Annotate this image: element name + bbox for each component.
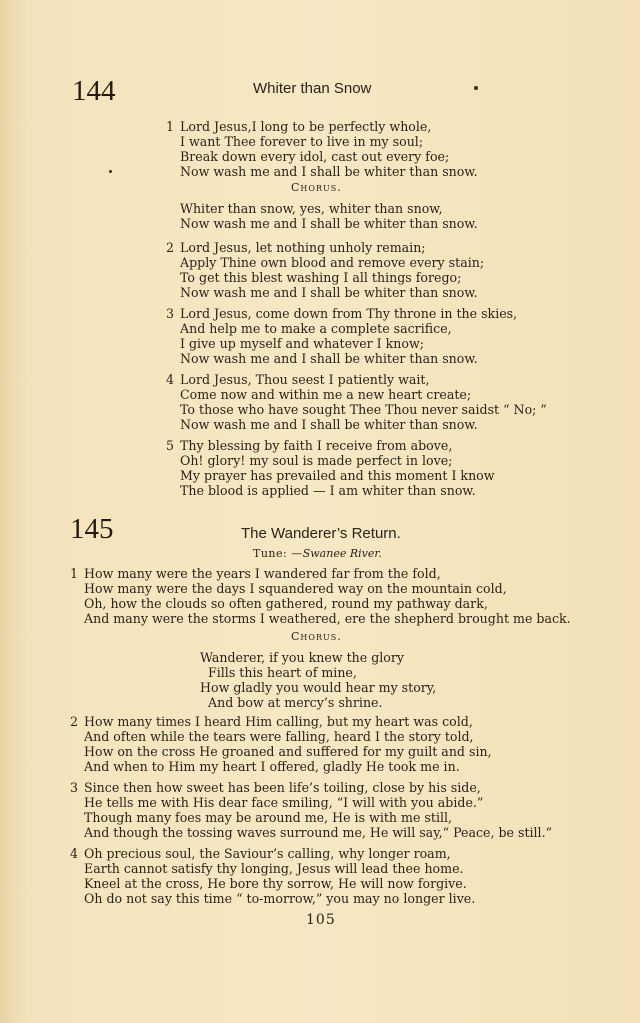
verse-line: Now wash me and I shall be whiter than snow. (180, 351, 478, 366)
verse-line: Oh, how the clouds so often gathered, round my pathway dark, (84, 596, 488, 611)
tune-name: Swanee River. (302, 547, 382, 560)
verse-number: 3 (166, 306, 175, 321)
verse-line: Lord Jesus, come down from Thy throne in the skies, (180, 306, 518, 321)
verse-line: Lord Jesus,I long to be perfectly whole, (180, 119, 432, 134)
tune-label: Tune: — (253, 547, 303, 560)
verse-number: 4 (166, 372, 175, 387)
verse-line: Now wash me and I shall be whiter than snow. (180, 164, 478, 179)
verse-line: Since then how sweet has been life’s toiling, close by his side, (84, 780, 481, 795)
verse-line: My prayer has prevailed and this moment I know (180, 468, 495, 483)
verse-number: 5 (166, 438, 175, 453)
ink-dot (474, 86, 478, 90)
verse-line: Though many foes may be around me, He is with me still, (84, 810, 453, 825)
chorus-label: Chorus. (291, 630, 342, 643)
verse-number: 2 (70, 714, 79, 729)
ink-dot (109, 170, 112, 173)
verse-line: Kneel at the cross, He bore thy sorrow, He will now forgive. (84, 876, 467, 891)
verse-line: How many were the years I wandered far from the fold, (84, 566, 441, 581)
verse-line: To those who have sought Thee Thou never saidst “ No; ” (180, 402, 547, 417)
verse-line: And though the tossing waves surround me, He will say,“ Peace, be still.” (84, 825, 553, 840)
verse-line: How many were the days I squandered way on the mountain cold, (84, 581, 507, 596)
verse-line: The blood is applied — I am whiter than snow. (180, 483, 476, 498)
verse-line: Now wash me and I shall be whiter than snow. (180, 417, 478, 432)
verse-number: 1 (166, 119, 175, 134)
chorus-line: How gladly you would hear my story, (200, 680, 437, 695)
verse-line: Oh do not say this time “ to-morrow,” you may no longer live. (84, 891, 476, 906)
verse-line: Come now and within me a new heart create; (180, 387, 472, 402)
verse-number: 2 (166, 240, 175, 255)
hymn-145-number: 145 (70, 513, 114, 545)
verse-line: Earth cannot satisfy thy longing, Jesus will lead thee home. (84, 861, 464, 876)
hymn-145-title: The Wanderer’s Return. (241, 525, 401, 542)
chorus-line: Wanderer, if you knew the glory (200, 650, 405, 665)
verse-line: I want Thee forever to live in my soul; (180, 134, 424, 149)
tune-line (253, 547, 382, 560)
verse-line: I give up myself and whatever I know; (180, 336, 424, 351)
verse-number: 4 (70, 846, 79, 861)
chorus-line: Fills this heart of mine, (208, 665, 357, 680)
verse-line: Lord Jesus, let nothing unholy remain; (180, 240, 426, 255)
verse-number: 1 (70, 566, 79, 581)
hymn-144-title: Whiter than Snow (253, 80, 372, 97)
page-number: 105 (306, 912, 336, 928)
verse-line: Lord Jesus, Thou seest I patiently wait, (180, 372, 430, 387)
verse-line: How on the cross He groaned and suffered for my guilt and sin, (84, 744, 492, 759)
verse-line: Thy blessing by faith I receive from above, (180, 438, 453, 453)
verse-line: To get this blest washing I all things forego; (180, 270, 462, 285)
verse-number: 3 (70, 780, 79, 795)
verse-line: How many times I heard Him calling, but my heart was cold, (84, 714, 473, 729)
verse-line: Oh! glory! my soul is made perfect in love; (180, 453, 453, 468)
verse-line: Apply Thine own blood and remove every stain; (180, 255, 485, 270)
chorus-line: Whiter than snow, yes, whiter than snow, (180, 201, 443, 216)
verse-line: And when to Him my heart I offered, gladly He took me in. (84, 759, 460, 774)
verse-line: And often while the tears were falling, heard I the story told, (84, 729, 474, 744)
chorus-line: And bow at mercy’s shrine. (208, 695, 383, 710)
verse-line: Now wash me and I shall be whiter than snow. (180, 285, 478, 300)
chorus-line: Now wash me and I shall be whiter than snow. (180, 216, 478, 231)
verse-line: He tells me with His dear face smiling, “I will with you abide.” (84, 795, 484, 810)
verse-line: And many were the storms I weathered, ere the shepherd brought me back. (84, 611, 571, 626)
verse-line: And help me to make a complete sacrifice, (180, 321, 452, 336)
verse-line: Oh precious soul, the Saviour’s calling, why longer roam, (84, 846, 451, 861)
chorus-label: Chorus. (291, 181, 342, 194)
hymn-144-number: 144 (72, 75, 116, 107)
verse-line: Break down every idol, cast out every foe; (180, 149, 450, 164)
